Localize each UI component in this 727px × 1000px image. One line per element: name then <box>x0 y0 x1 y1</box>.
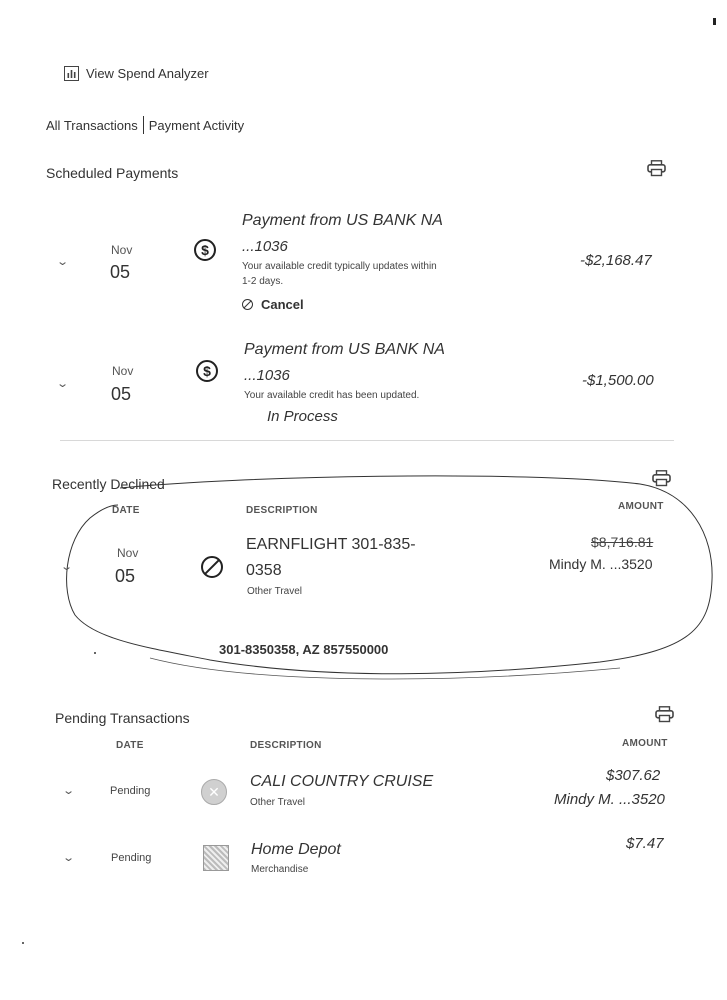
spend-analyzer-label: View Spend Analyzer <box>86 66 209 81</box>
expand-chevron-icon[interactable]: ⌄ <box>62 785 76 797</box>
credit-note: Your available credit typically updates within <box>242 261 437 272</box>
cancel-label: Cancel <box>261 297 304 312</box>
merchant-name: CALI COUNTRY CRUISE <box>250 773 434 790</box>
merchant-name: Home Depot <box>251 841 341 858</box>
print-icon[interactable] <box>652 470 671 487</box>
date-day: 05 <box>115 566 136 586</box>
tab-all-transactions[interactable]: All Transactions <box>46 117 138 133</box>
dollar-icon: $ <box>194 239 216 261</box>
column-header-amount: AMOUNT <box>622 738 668 749</box>
payment-account: ...1036 <box>242 238 288 255</box>
card-holder: Mindy M. ...3520 <box>549 556 653 572</box>
date-month: Nov <box>112 364 134 378</box>
date-day: 05 <box>110 262 131 282</box>
expand-chevron-icon[interactable]: ⌄ <box>62 852 76 864</box>
category-label: Other Travel <box>247 586 303 597</box>
category-label: Merchandise <box>251 864 309 875</box>
pending-status: Pending <box>110 785 151 797</box>
payment-amount: -$2,168.47 <box>580 252 652 269</box>
category-label: Other Travel <box>250 797 306 808</box>
scan-speck <box>22 942 24 944</box>
declined-icon <box>201 556 223 578</box>
expand-chevron-icon[interactable]: ⌄ <box>56 256 70 268</box>
status-text: In Process <box>267 408 338 425</box>
print-icon[interactable] <box>655 706 674 723</box>
merchant-detail: 301-8350358, AZ 857550000 <box>219 642 389 657</box>
payment-amount: -$1,500.00 <box>582 372 654 389</box>
declined-amount: $8,716.81 <box>591 534 654 550</box>
merchant-logo-icon <box>203 845 229 871</box>
date-day: 05 <box>111 384 132 404</box>
declined-description-cont: 0358 <box>246 562 282 579</box>
payment-account: ...1036 <box>244 367 290 384</box>
pending-title: Pending Transactions <box>55 710 190 726</box>
column-header-description: DESCRIPTION <box>250 740 322 751</box>
column-header-date: DATE <box>112 505 140 516</box>
pending-amount: $7.47 <box>626 835 664 852</box>
credit-note-cont: 1-2 days. <box>242 276 284 287</box>
declined-title: Recently Declined <box>52 476 165 492</box>
column-header-date: DATE <box>116 740 144 751</box>
declined-description: EARNFLIGHT 301-835- <box>246 536 416 553</box>
column-header-description: DESCRIPTION <box>246 505 318 516</box>
scan-speck <box>94 652 96 654</box>
dollar-icon: $ <box>196 360 218 382</box>
pending-amount: $307.62 <box>606 767 661 784</box>
scheduled-title: Scheduled Payments <box>46 165 179 181</box>
expand-chevron-icon[interactable]: ⌄ <box>60 561 74 573</box>
card-holder: Mindy M. ...3520 <box>554 791 665 808</box>
credit-note: Your available credit has been updated. <box>244 390 420 401</box>
pending-status: Pending <box>111 852 152 864</box>
merchant-logo-icon: ✕ <box>201 779 227 805</box>
date-month: Nov <box>111 243 133 257</box>
payment-title: Payment from US BANK NA <box>244 341 445 358</box>
payment-title: Payment from US BANK NA <box>242 212 443 229</box>
expand-chevron-icon[interactable]: ⌄ <box>56 378 70 390</box>
column-header-amount: AMOUNT <box>618 501 664 512</box>
date-month: Nov <box>117 546 139 560</box>
tab-payment-activity[interactable]: Payment Activity <box>148 117 245 133</box>
